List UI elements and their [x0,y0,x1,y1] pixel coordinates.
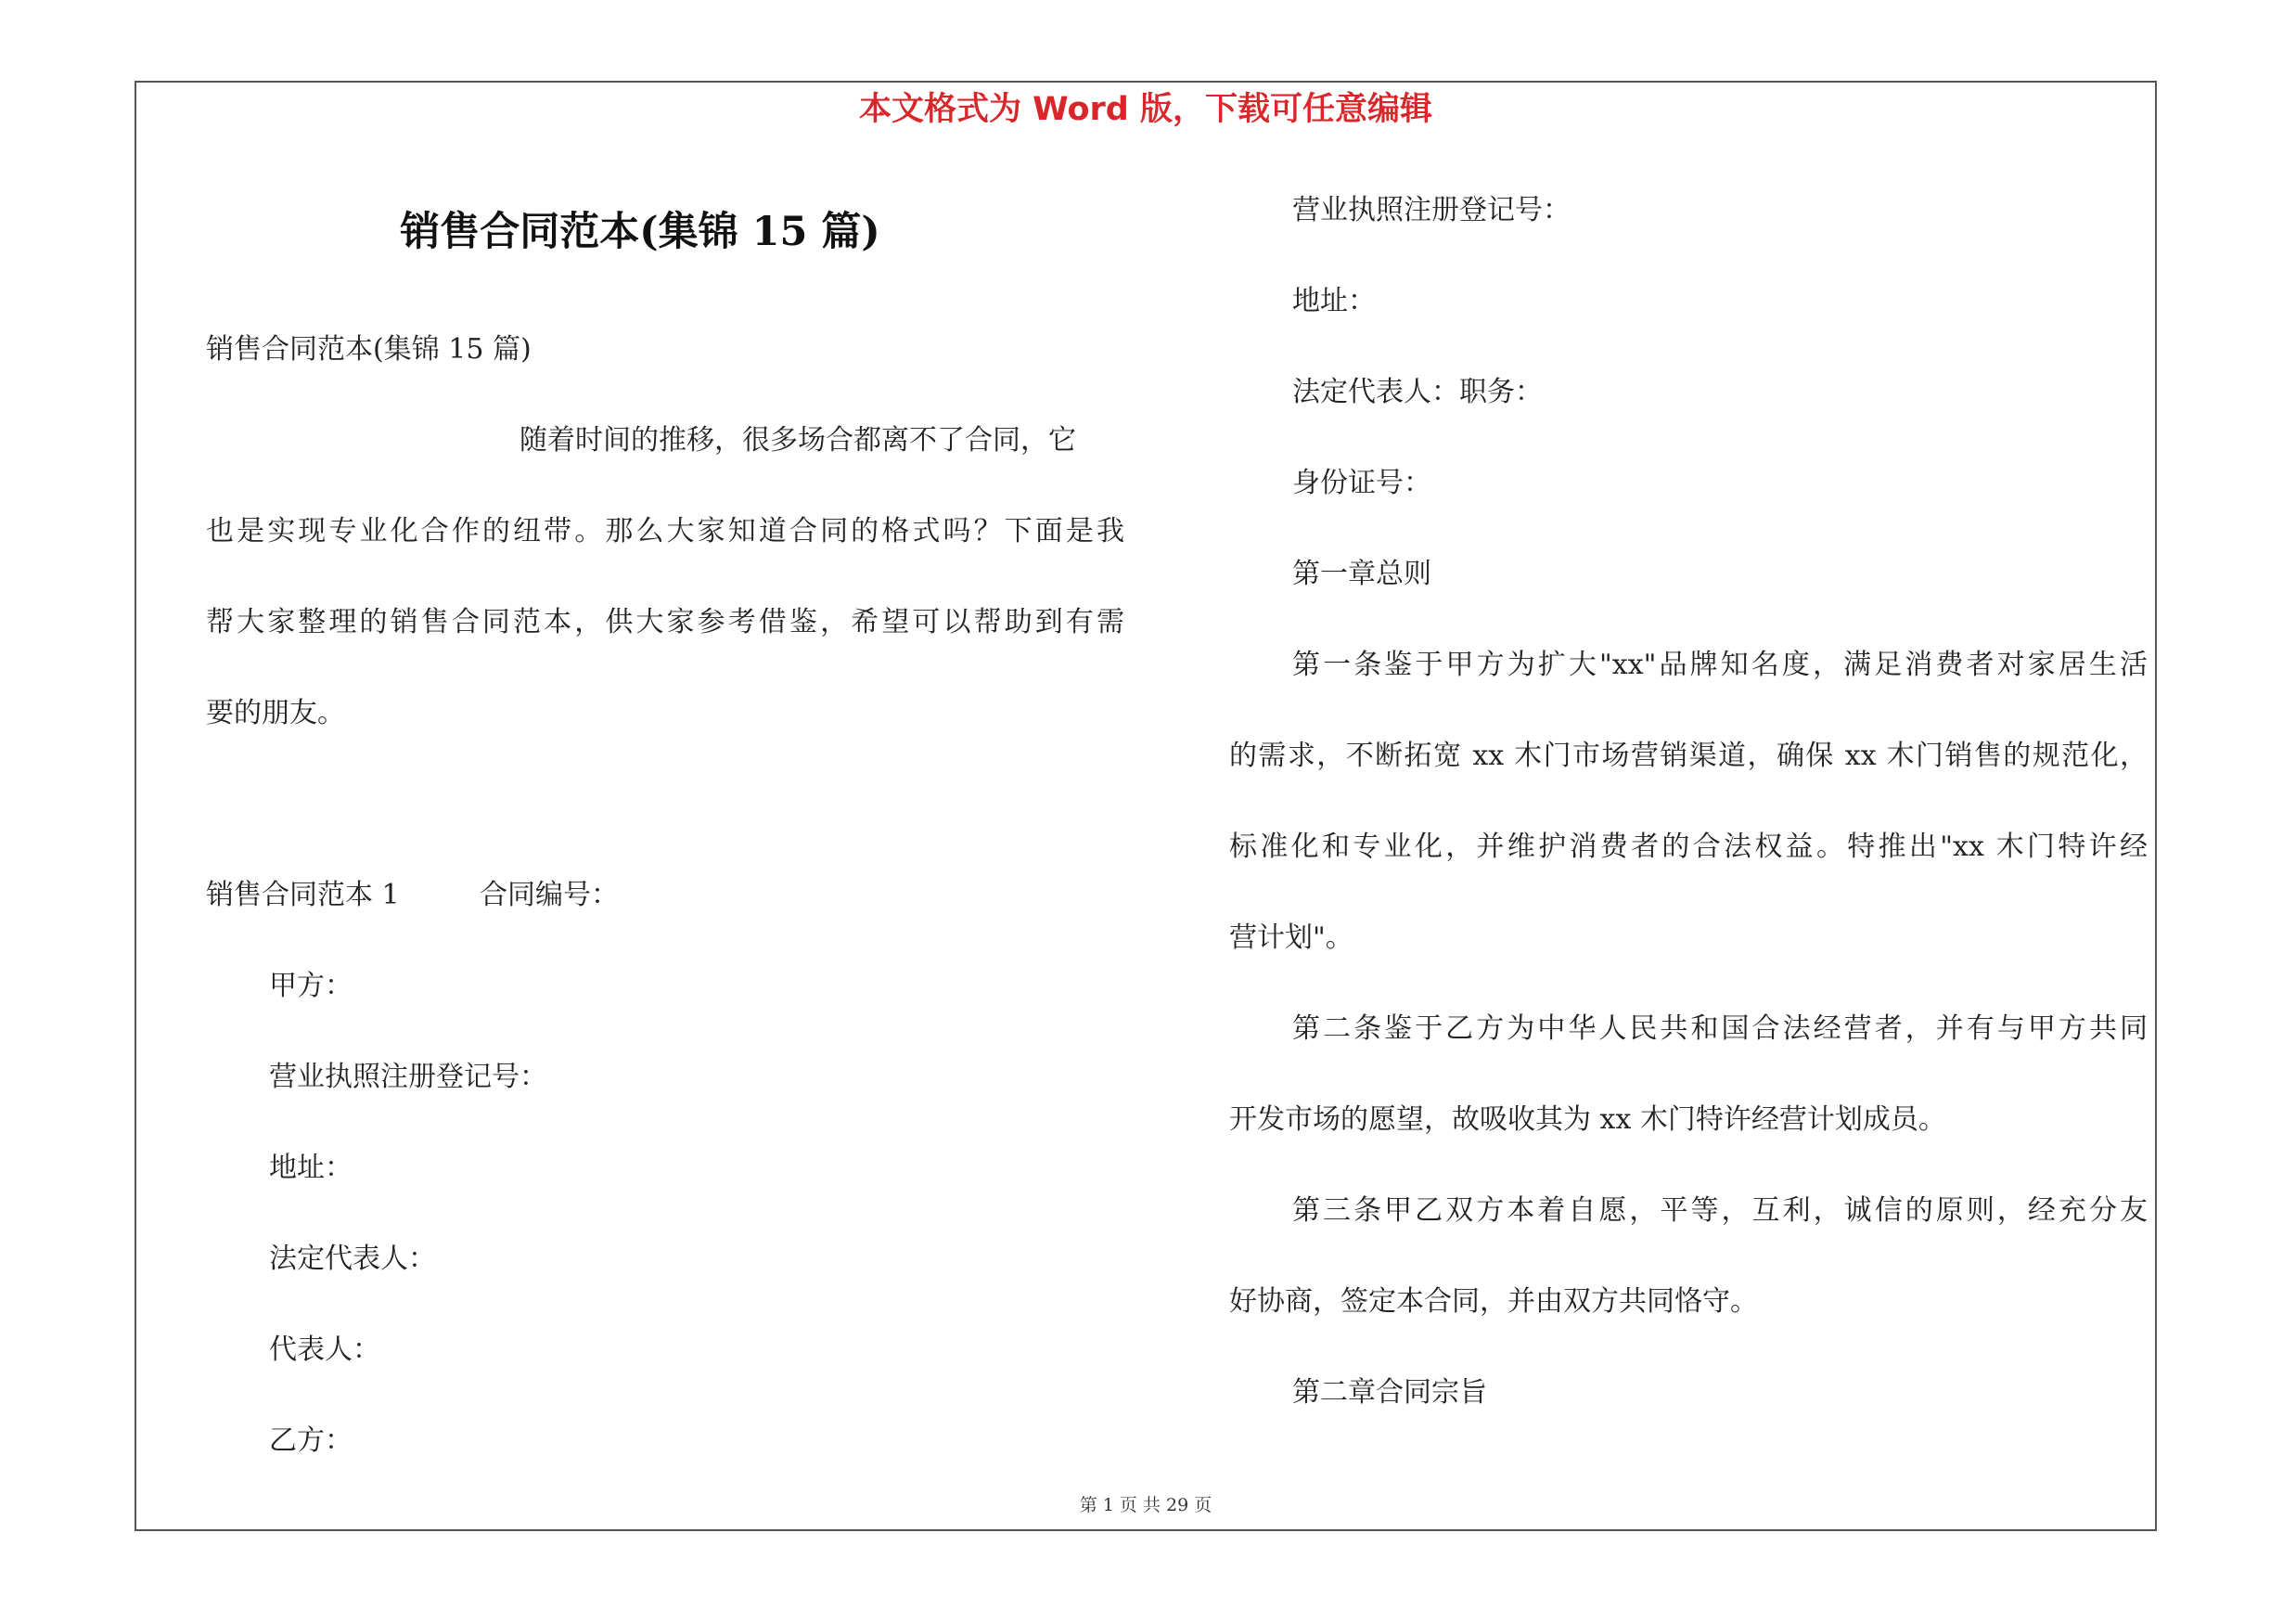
legal-rep-label: 法定代表人： [269,1243,436,1275]
license-number-label: 营业执照注册登记号： [269,1061,547,1093]
id-number-label: 身份证号： [1292,467,1431,499]
chapter-heading: 第一章总则 [1292,558,1431,590]
address-label: 地址： [1292,285,1376,317]
article-line: 好协商，签定本合同，并由双方共同恪守。 [1229,1285,1758,1318]
contract-number-label: 合同编号： [480,879,619,911]
party-a-label: 甲方： [269,970,353,1002]
document-title: 销售合同范本(集锦 15 篇) [400,209,880,255]
article-line: 第三条甲乙双方本着自愿，平等，互利，诚信的原则，经充分友 [1292,1194,2148,1227]
intro-line: 也是实现专业化合作的纽带。那么大家知道合同的格式吗？下面是我 [206,515,1124,547]
party-b-label: 乙方： [269,1424,353,1457]
article-line: 第一条鉴于甲方为扩大"xx"品牌知名度，满足消费者对家居生活 [1292,649,2148,681]
section-heading: 销售合同范本 1 [206,879,400,911]
article-line: 第二条鉴于乙方为中华人民共和国合法经营者，并有与甲方共同 [1292,1012,2148,1045]
article-line: 的需求，不断拓宽 xx 木门市场营销渠道，确保 xx 木门销售的规范化， [1229,740,2148,772]
article-line: 营计划"。 [1229,921,1353,954]
legal-rep-position-label: 法定代表人：职务： [1292,376,1543,408]
intro-line: 帮大家整理的销售合同范本，供大家参考借鉴，希望可以帮助到有需 [206,606,1124,638]
article-line: 标准化和专业化，并维护消费者的合法权益。特推出"xx 木门特许经 [1229,831,2148,863]
license-number-label: 营业执照注册登记号： [1292,194,1571,226]
intro-line: 随着时间的推移，很多场合都离不了合同，它 [519,424,1076,457]
address-label: 地址： [269,1152,353,1184]
subtitle: 销售合同范本(集锦 15 篇) [206,333,532,366]
representative-label: 代表人： [269,1333,380,1366]
page-footer: 第 1 页 共 29 页 [1079,1495,1212,1515]
chapter-heading: 第二章合同宗旨 [1292,1376,1487,1409]
format-banner: 本文格式为 Word 版，下载可任意编辑 [858,91,1433,128]
intro-line: 要的朋友。 [206,697,345,729]
article-line: 开发市场的愿望，故吸收其为 xx 木门特许经营计划成员。 [1229,1103,1946,1136]
